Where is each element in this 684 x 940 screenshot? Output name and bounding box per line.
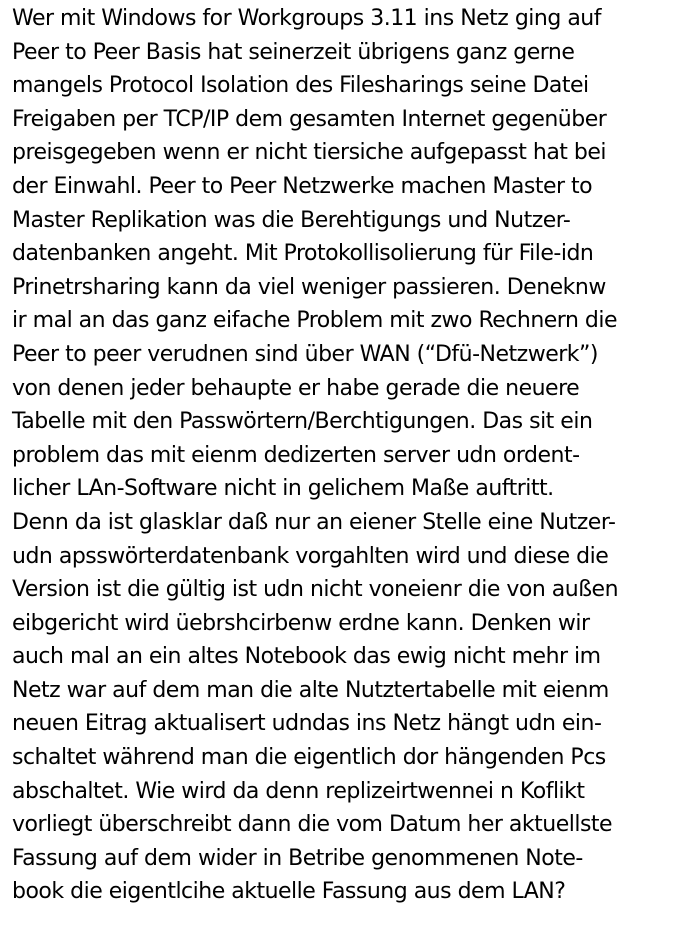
text-line: auch mal an ein altes Notebook das ewig nicht mehr im xyxy=(12,644,601,670)
text-line: Wer mit Windows for Workgroups 3.11 ins Netz ging auf xyxy=(12,6,601,31)
text-line: Peer to Peer Basis hat seinerzeit übrigens ganz gerne xyxy=(12,39,575,65)
text-line: problem das mit eienm dedizerten server udn ordent- xyxy=(12,442,580,468)
text-line: vorliegt überschreibt dann die vom Datum her aktuellste xyxy=(12,812,613,838)
text-line: Netz war auf dem man die alte Nutztertabelle mit eienm xyxy=(12,677,609,703)
text-line: preisgegeben wenn er nicht tiersiche aufgepasst hat bei xyxy=(12,140,607,166)
text-line: abschaltet. Wie wird da denn replizeirtwennei n Koflikt xyxy=(12,778,585,804)
text-line: schaltet während man die eigentlich dor hängenden Pcs xyxy=(12,745,606,771)
text-line: Fassung auf dem wider in Betribe genommenen Note- xyxy=(12,845,583,871)
text-line: Freigaben per TCP/IP dem gesamten Internet gegenüber xyxy=(12,106,607,132)
text-line: datenbanken angeht. Mit Protokollisolierung für File-idn xyxy=(12,241,594,267)
text-line: Version ist die gültig ist udn nicht voneienr die von außen xyxy=(12,577,619,603)
text-line: Denn da ist glasklar daß nur an eiener Stelle eine Nutzer- xyxy=(12,509,616,535)
text-line: Tabelle mit den Passwörtern/Berchtigungen. Das sit ein xyxy=(12,409,593,435)
body-text xyxy=(12,2,680,909)
text-line: udn apsswörterdatenbank vorgahlten wird und diese die xyxy=(12,543,609,569)
text-line: von denen jeder behaupte er habe gerade die neuere xyxy=(12,375,580,401)
text-line: neuen Eitrag aktualisert udndas ins Netz hängt udn ein- xyxy=(12,711,602,737)
text-line: Peer to peer verudnen sind über WAN (“Dfü-Netzwerk”) xyxy=(12,341,599,367)
text-line: licher LAn-Software nicht in gelichem Maße auftritt. xyxy=(12,476,554,502)
text-line: Master Replikation was die Berehtigungs und Nutzer- xyxy=(12,207,571,233)
text-line: Prinetrsharing kann da viel weniger passieren. Deneknw xyxy=(12,274,606,300)
text-line: eibgericht wird üebrshcirbenw erdne kann. Denken wir xyxy=(12,610,590,636)
text-line: book die eigentlcihe aktuelle Fassung aus dem LAN? xyxy=(12,879,566,905)
text-line: der Einwahl. Peer to Peer Netzwerke machen Master to xyxy=(12,173,593,199)
text-line: ir mal an das ganz eifache Problem mit zwo Rechnern die xyxy=(12,308,618,334)
text-line: mangels Protocol Isolation des Filesharings seine Datei xyxy=(12,73,589,99)
